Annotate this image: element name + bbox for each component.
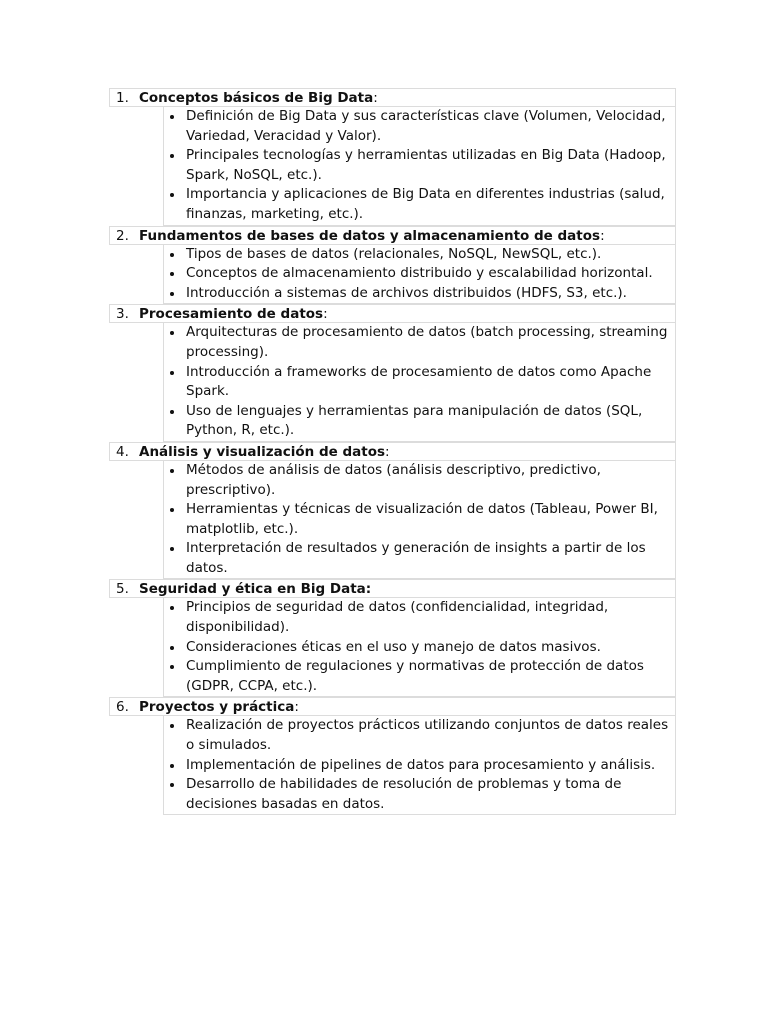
outline-section [109,697,676,815]
section-title-text: Fundamentos de bases de datos y almacenamiento de datos [139,227,601,244]
section-title: Análisis y visualización de datos: [139,443,390,460]
outline-section [109,579,676,697]
bullet-list [163,107,676,226]
section-title: Seguridad y ética en Big Data: [139,581,372,598]
section-title-text: Análisis y visualización de datos [139,443,385,460]
section-title: Fundamentos de bases de datos y almacenamiento de datos: [139,227,605,244]
list-item: Realización de proyectos prácticos utilizando conjuntos de datos reales o simulados. [164,716,671,755]
section-number: 2. [116,227,129,244]
bullet-list [163,716,676,815]
list-item: Introducción a frameworks de procesamiento de datos como Apache Spark. [164,363,671,402]
outline-section [109,442,676,580]
section-number: 6. [116,699,129,716]
document-outline [109,88,676,815]
outline-section [109,304,676,442]
section-title-text: Proyectos y práctica [139,699,295,716]
list-item: Interpretación de resultados y generación de insights a partir de los datos. [164,539,671,578]
list-item: Desarrollo de habilidades de resolución de problemas y toma de decisiones basadas en datos. [164,775,671,814]
section-title-text: Seguridad y ética en Big Data [139,581,366,598]
list-item: Uso de lenguajes y herramientas para manipulación de datos (SQL, Python, R, etc.). [164,402,671,441]
list-item: Consideraciones éticas en el uso y manejo de datos masivos. [164,638,671,658]
list-item: Introducción a sistemas de archivos distribuidos (HDFS, S3, etc.). [164,284,671,304]
list-item: Principios de seguridad de datos (confidencialidad, integridad, disponibilidad). [164,598,671,637]
section-heading [109,304,676,323]
list-item: Implementación de pipelines de datos para procesamiento y análisis. [164,756,671,776]
list-item: Arquitecturas de procesamiento de datos (batch processing, streaming processing). [164,323,671,362]
section-title-text: Procesamiento de datos [139,306,324,323]
outline-section [109,88,676,226]
bullet-list [163,245,676,305]
bullet-list [163,461,676,580]
list-item: Conceptos de almacenamiento distribuido y escalabilidad horizontal. [164,264,671,284]
bullet-list [163,323,676,442]
section-number: 5. [116,581,129,598]
section-heading [109,697,676,716]
outline-section [109,226,676,305]
section-number: 4. [116,443,129,460]
list-item: Métodos de análisis de datos (análisis descriptivo, predictivo, prescriptivo). [164,461,671,500]
list-item: Herramientas y técnicas de visualización de datos (Tableau, Power BI, matplotlib, etc.). [164,500,671,539]
list-item: Importancia y aplicaciones de Big Data en diferentes industrias (salud, finanzas, marketing, etc.). [164,185,671,224]
section-heading [109,88,676,107]
section-heading [109,579,676,598]
bullet-list [163,598,676,697]
section-title: Proyectos y práctica: [139,699,299,716]
section-title-text: Conceptos básicos de Big Data [139,90,374,106]
section-heading [109,442,676,461]
section-number: 3. [116,306,129,323]
list-item: Definición de Big Data y sus características clave (Volumen, Velocidad, Variedad, Veracidad y Valor). [164,107,671,146]
section-title: Procesamiento de datos: [139,306,328,323]
list-item: Tipos de bases de datos (relacionales, NoSQL, NewSQL, etc.). [164,245,671,265]
list-item: Cumplimiento de regulaciones y normativas de protección de datos (GDPR, CCPA, etc.). [164,657,671,696]
list-item: Principales tecnologías y herramientas utilizadas en Big Data (Hadoop, Spark, NoSQL, etc.). [164,146,671,185]
section-title: Conceptos básicos de Big Data: [139,90,378,106]
section-number: 1. [116,90,129,106]
section-heading [109,226,676,245]
